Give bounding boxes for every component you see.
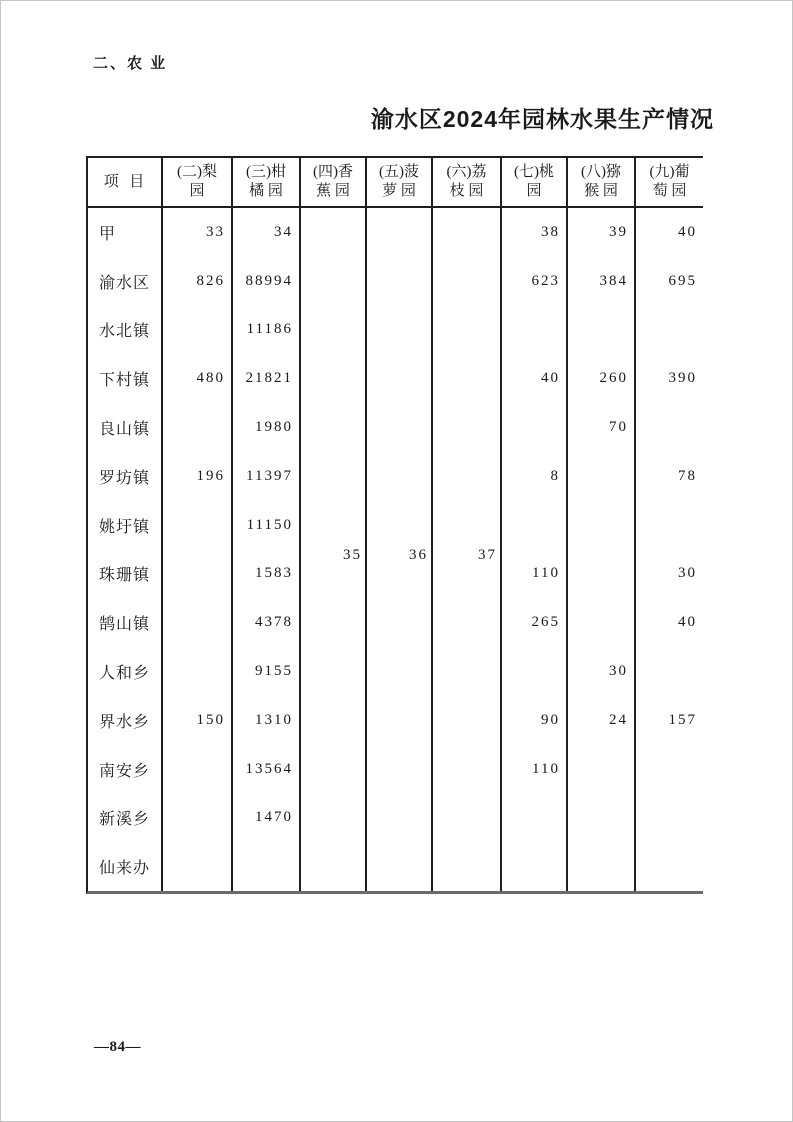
data-cell: [367, 647, 433, 696]
data-cell: [301, 842, 367, 891]
data-cell: 196: [163, 452, 233, 501]
data-cell: 8: [502, 452, 568, 501]
data-cell: [367, 306, 433, 355]
column-header: [433, 158, 502, 208]
data-cell: [433, 793, 502, 842]
column-header: [233, 158, 301, 208]
data-cell: 40: [502, 354, 568, 403]
data-cell: [502, 306, 568, 355]
data-cell: 78: [678, 467, 697, 484]
data-cell: 110: [502, 549, 568, 598]
data-cell: [636, 647, 703, 696]
data-cell: [433, 452, 502, 501]
data-cell: 480: [163, 354, 233, 403]
row-label: 仙来办: [88, 842, 163, 891]
row-label: 渝水区: [88, 257, 163, 306]
row-label: 人和乡: [88, 647, 163, 696]
data-cell: [163, 549, 233, 598]
data-cell: [502, 647, 568, 696]
data-cell: [636, 306, 703, 355]
data-cell: [367, 598, 433, 647]
data-cell: [568, 501, 636, 550]
column-header-line2: 枝 园: [449, 183, 484, 199]
data-cell: 384: [568, 257, 636, 306]
data-cell: 30: [678, 565, 697, 582]
data-cell: [301, 696, 367, 745]
data-cell: [301, 257, 367, 306]
data-cell: [367, 354, 433, 403]
data-cell: [301, 793, 367, 842]
row-label: 良山镇: [88, 403, 163, 452]
page-number: —84—: [94, 1039, 141, 1055]
data-cell: [568, 745, 636, 794]
data-cell: 90: [502, 696, 568, 745]
row-label: 甲: [88, 208, 163, 257]
data-cell: [163, 403, 233, 452]
column-header-line1: (三)柑: [246, 164, 286, 180]
data-cell: 38: [502, 208, 568, 257]
column-header-line2: 园: [189, 183, 205, 199]
data-cell: [568, 452, 636, 501]
data-cell: 1583: [233, 549, 301, 598]
column-header-line2: 园: [526, 183, 542, 199]
column-header-line1: (七)桃: [514, 164, 554, 180]
data-cell: [433, 306, 502, 355]
data-cell: 150: [163, 696, 233, 745]
data-cell: [636, 403, 703, 452]
data-cell: [301, 647, 367, 696]
data-cell: 11150: [233, 501, 301, 550]
column-header-line1: (四)香: [313, 164, 353, 180]
column-header: [163, 158, 233, 208]
data-cell: [433, 208, 502, 257]
data-cell: [233, 842, 301, 891]
data-cell: [636, 793, 703, 842]
centered-seq-number: 36: [409, 547, 428, 563]
data-cell: 1470: [233, 793, 301, 842]
column-header-line1: (六)荔: [446, 164, 487, 180]
data-cell: [301, 354, 367, 403]
data-cell: [301, 208, 367, 257]
data-cell: 88994: [233, 257, 301, 306]
data-cell: 33: [163, 208, 233, 257]
data-cell: [568, 793, 636, 842]
data-cell: 4378: [233, 598, 301, 647]
data-cell: [636, 501, 703, 550]
row-label: 罗坊镇: [88, 452, 163, 501]
data-cell: [502, 501, 568, 550]
column-header: [502, 158, 568, 208]
data-cell: [568, 549, 636, 598]
data-cell: 1310: [233, 696, 301, 745]
column-header-line2: 蕉 园: [316, 183, 350, 199]
data-cell: 13564: [233, 745, 301, 794]
data-cell: [367, 793, 433, 842]
data-cell: 9155: [233, 647, 301, 696]
data-cell: [163, 842, 233, 891]
data-cell: [433, 354, 502, 403]
data-cell: [301, 745, 367, 794]
data-cell: 11397: [233, 452, 301, 501]
data-cell: 695: [668, 272, 697, 289]
data-cell: [367, 403, 433, 452]
data-cell: 157: [668, 711, 697, 728]
data-cell: [636, 842, 703, 891]
data-cell: 39: [568, 208, 636, 257]
data-cell: [163, 793, 233, 842]
data-cell: [367, 696, 433, 745]
data-cell: [163, 306, 233, 355]
data-cell: 24: [568, 696, 636, 745]
data-cell: [568, 842, 636, 891]
row-label: 南安乡: [88, 745, 163, 794]
column-header-line1: (八)猕: [581, 164, 621, 180]
data-cell: [433, 501, 502, 550]
page-title: 渝水区2024年园林水果生产情况: [370, 106, 714, 132]
row-label: 下村镇: [88, 354, 163, 403]
data-cell: 30: [568, 647, 636, 696]
data-cell: [367, 257, 433, 306]
row-label: 珠珊镇: [88, 549, 163, 598]
data-cell: [367, 745, 433, 794]
data-cell: 40: [678, 223, 697, 240]
data-cell: 34: [233, 208, 301, 257]
data-cell: [367, 452, 433, 501]
column-header-line2: 橘 园: [249, 183, 283, 199]
data-cell: [568, 598, 636, 647]
data-cell: [163, 745, 233, 794]
row-label: 鹄山镇: [88, 598, 163, 647]
column-header-line1: (九)葡: [649, 164, 690, 180]
data-cell: [433, 647, 502, 696]
row-label: 界水乡: [88, 696, 163, 745]
data-cell: [163, 501, 233, 550]
fruit-production-table: [86, 156, 703, 894]
row-label: 姚圩镇: [88, 501, 163, 550]
data-cell: [502, 403, 568, 452]
column-header-line2: 萄 园: [652, 183, 687, 199]
column-header-line1: (五)菠: [379, 164, 419, 180]
data-cell: [568, 306, 636, 355]
data-cell: [433, 696, 502, 745]
column-header-line2: 猴 园: [584, 183, 618, 199]
column-header: [301, 158, 367, 208]
data-cell: [367, 842, 433, 891]
data-cell: [433, 403, 502, 452]
column-header: [636, 158, 703, 208]
data-cell: 1980: [233, 403, 301, 452]
column-header-line2: 萝 园: [382, 183, 416, 199]
data-cell: [502, 793, 568, 842]
data-cell: [301, 452, 367, 501]
data-cell: [367, 501, 433, 550]
item-column-header: 项 目: [88, 158, 163, 208]
data-cell: [636, 745, 703, 794]
row-label: 新溪乡: [88, 793, 163, 842]
data-cell: [502, 842, 568, 891]
centered-seq-number: 37: [478, 547, 497, 563]
data-cell: 40: [678, 614, 697, 631]
data-cell: 826: [163, 257, 233, 306]
data-cell: [433, 745, 502, 794]
data-cell: [301, 306, 367, 355]
data-cell: 260: [568, 354, 636, 403]
column-header-line1: (二)梨: [177, 164, 217, 180]
centered-seq-number: 35: [343, 547, 362, 563]
column-header: [568, 158, 636, 208]
data-cell: [163, 647, 233, 696]
data-cell: 390: [668, 370, 697, 387]
data-cell: [433, 257, 502, 306]
data-cell: 11186: [233, 306, 301, 355]
data-cell: [301, 598, 367, 647]
column-header: [367, 158, 433, 208]
data-cell: 70: [568, 403, 636, 452]
data-cell: 265: [502, 598, 568, 647]
section-header: 二、农 业: [93, 55, 168, 72]
data-cell: [367, 208, 433, 257]
row-label: 水北镇: [88, 306, 163, 355]
data-cell: 623: [502, 257, 568, 306]
data-cell: 21821: [233, 354, 301, 403]
data-cell: [301, 403, 367, 452]
data-cell: [163, 598, 233, 647]
data-cell: [433, 842, 502, 891]
data-cell: 110: [502, 745, 568, 794]
data-cell: [301, 501, 367, 550]
data-cell: [433, 598, 502, 647]
